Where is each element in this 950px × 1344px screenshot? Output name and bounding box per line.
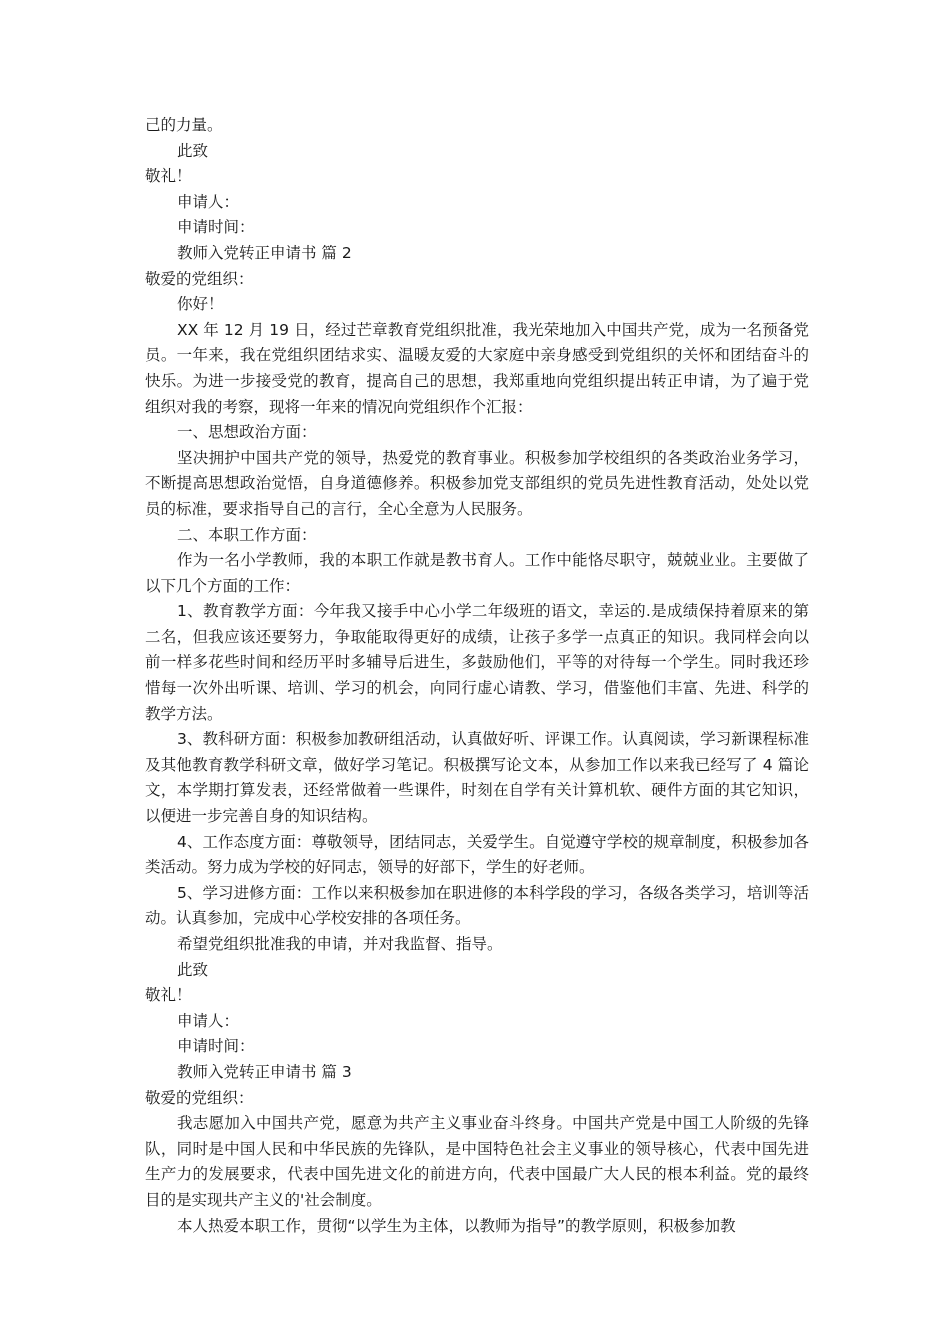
body-paragraph: 3、教科研方面：积极参加教研组活动，认真做好听、评课工作。认真阅读，学习新课程标准及其他教育教学科研文章，做好学习笔记。积极撰写论文本，从参加工作以来我已经写了 4 篇论文，本学期打算发表，还经常做着一些课件，时刻在自学有关计算机软、硬件方面的其它知识，以便进一步完善自身的知识结构。 [145,730,809,826]
body-paragraph: XX 年 12 月 19 日，经过芒章教育党组织批准，我光荣地加入中国共产党，成为一名预备党员。一年来，我在党组织团结求实、温暖友爱的大家庭中亲身感受到党组织的关怀和团结奋斗的快乐。为进一步接受党的教育，提高自己的思想，我郑重地向党组织提出转正申请，为了遍于党组织对我的考察，现将一年来的情况向党组织作个汇报： [145,320,809,416]
text-line: 申请时间： [177,1037,255,1056]
text-line: 敬礼！ [145,167,192,186]
text-line: 申请人： [177,1011,240,1030]
text-line: 敬爱的党组织： [145,1088,254,1107]
text-line: 你好！ [177,295,224,314]
text-line: 敬礼！ [145,986,192,1005]
text-line: 本人热爱本职工作，贯彻“以学生为主体，以教师为指导”的教学原则，积极参加教 [177,1216,736,1235]
text-line: 敬爱的党组织： [145,269,254,288]
text-line: 教师入党转正申请书 篇 2 [177,243,352,262]
text-line: 申请时间： [177,218,255,237]
text-line: 己的力量。 [145,116,223,134]
body-paragraph: 我志愿加入中国共产党，愿意为共产主义事业奋斗终身。中国共产党是中国工人阶级的先锋队，同时是中国人民和中华民族的先锋队，是中国特色社会主义事业的领导核心，代表中国先进生产力的发展要求，代表中国先进文化的前进方向，代表中国最广大人民的根本利益。党的最终目的是实现共产主义的'社会制度。 [145,1114,809,1209]
text-line: 申请人： [177,192,240,211]
body-paragraph: 作为一名小学教师，我的本职工作就是教书育人。工作中能恪尽职守，兢兢业业。主要做了以下几个方面的工作： [145,551,809,595]
text-line: 教师入党转正申请书 篇 3 [177,1062,352,1081]
text-line: 一、思想政治方面： [177,423,317,442]
body-paragraph: 4、工作态度方面：尊敬领导，团结同志，关爱学生。自觉遵守学校的规章制度，积极参加各类活动。努力成为学校的好同志，领导的好部下，学生的好老师。 [145,832,809,877]
text-line: 希望党组织批准我的申请，并对我监督、指导。 [177,935,503,953]
body-paragraph: 1、教育教学方面：今年我又接手中心小学二年级班的语文，幸运的.是成绩保持着原来的第二名，但我应该还要努力，争取能取得更好的成绩，让孩子多学一点真正的知识。我同样会向以前一样多花些时间和经历平时多辅导后进生，多鼓励他们，平等的对待每一个学生。同时我还珍惜每一次外出听课、培训、学习的机会，向同行虚心请教、学习，借鉴他们丰富、先进、科学的教学方法。 [145,602,809,723]
document-page [145,113,809,1239]
text-line: 二、本职工作方面： [177,525,317,544]
text-line: 此致 [177,141,209,160]
body-paragraph: 坚决拥护中国共产党的领导，热爱党的教育事业。积极参加学校组织的各类政治业务学习，不断提高思想政治觉悟，自身道德修养。积极参加党支部组织的党员先进性教育活动，处处以党员的标准，要求指导自己的言行，全心全意为人民服务。 [145,448,809,518]
text-line: 此致 [177,960,209,979]
body-paragraph: 5、学习进修方面：工作以来积极参加在职进修的本科学段的学习，各级各类学习，培训等活动。认真参加，完成中心学校安排的各项任务。 [145,883,809,928]
